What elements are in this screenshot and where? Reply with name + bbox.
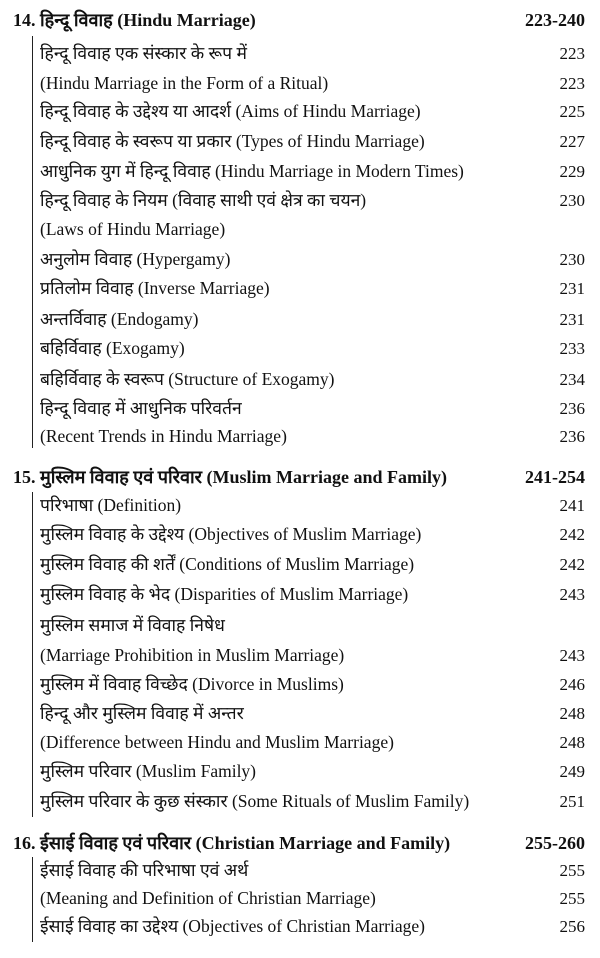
toc-entry-title: मुस्लिम में विवाह विच्छेद (Divorce in Muslims): [40, 674, 344, 694]
toc-entry: [40, 425, 585, 447]
toc-entry-page-number: 248: [559, 733, 585, 752]
toc-entry-page-number: 225: [559, 102, 585, 121]
toc-entry-title: हिन्दू विवाह एक संस्कार के रूप में: [40, 43, 247, 63]
toc-entry-title: आधुनिक युग में हिन्दू विवाह (Hindu Marriage in Modern Times): [40, 161, 464, 181]
toc-entry: [40, 887, 585, 909]
toc-entry-title: अनुलोम विवाह (Hypergamy): [40, 249, 231, 269]
toc-entry-page-number: 251: [559, 792, 585, 811]
toc-entry: [40, 218, 585, 240]
toc-entry-page-number: 248: [559, 704, 585, 723]
toc-entry-page-number: 231: [559, 279, 585, 298]
chapter-heading: [13, 8, 585, 32]
toc-entry: [40, 368, 585, 390]
toc-entry: [40, 614, 585, 636]
chapter-title: ईसाई विवाह एवं परिवार (Christian Marriage and Family): [40, 833, 451, 853]
toc-entry-title: मुस्लिम समाज में विवाह निषेध: [40, 615, 225, 635]
toc-entry: [40, 760, 585, 782]
toc-entry-page-number: 255: [559, 861, 585, 880]
toc-entry-title: बहिर्विवाह (Exogamy): [40, 338, 185, 358]
toc-entry-page-number: 236: [559, 399, 585, 418]
toc-entry: [40, 494, 585, 516]
chapter-title: मुस्लिम विवाह एवं परिवार (Muslim Marriage and Family): [40, 467, 447, 487]
toc-entry-title: हिन्दू विवाह के नियम (विवाह साथी एवं क्षेत्र का चयन): [40, 190, 367, 210]
toc-entry-page-number: 233: [559, 339, 585, 358]
toc-entry: [40, 42, 585, 64]
toc-entry: [40, 790, 585, 812]
toc-entry-page-number: 246: [559, 675, 585, 694]
toc-entry-title: हिन्दू विवाह के उद्देश्य या आदर्श (Aims of Hindu Marriage): [40, 101, 421, 121]
toc-entry-title: हिन्दू विवाह में आधुनिक परिवर्तन: [40, 398, 242, 418]
toc-entry-title: ईसाई विवाह की परिभाषा एवं अर्थ: [40, 860, 249, 880]
toc-entry: [40, 553, 585, 575]
toc-entry-page-number: 241: [559, 496, 585, 515]
toc-entry: [40, 523, 585, 545]
toc-entry: [40, 337, 585, 359]
toc-entry-title: मुस्लिम विवाह के भेद (Disparities of Muslim Marriage): [40, 584, 409, 604]
toc-entry-title: प्रतिलोम विवाह (Inverse Marriage): [40, 278, 270, 298]
toc-entry: [40, 702, 585, 724]
toc-entry-page-number: 231: [559, 310, 585, 329]
toc-entry: [40, 673, 585, 695]
toc-entry-page-number: 256: [559, 917, 585, 936]
toc-entry-page-number: 243: [559, 646, 585, 665]
toc-entry-title: ईसाई विवाह का उद्देश्य (Objectives of Christian Marriage): [40, 916, 425, 936]
toc-entry-title: (Meaning and Definition of Christian Marriage): [40, 888, 376, 908]
toc-entry: [40, 308, 585, 330]
chapter-title: हिन्दू विवाह (Hindu Marriage): [40, 10, 256, 30]
toc-entry: [40, 189, 585, 211]
toc-entry-page-number: 242: [559, 525, 585, 544]
toc-entry-title: बहिर्विवाह के स्वरूप (Structure of Exogamy): [40, 369, 335, 389]
toc-entry-title: मुस्लिम विवाह की शर्तें (Conditions of Muslim Marriage): [40, 554, 415, 574]
toc-entry-page-number: 243: [559, 585, 585, 604]
toc-entry-title: (Laws of Hindu Marriage): [40, 219, 226, 239]
toc-entry-title: मुस्लिम परिवार (Muslim Family): [40, 761, 257, 781]
toc-entry-title: (Hindu Marriage in the Form of a Ritual): [40, 73, 329, 93]
chapter-number: 16.: [13, 833, 36, 853]
toc-entry-page-number: 255: [559, 889, 585, 908]
toc-entry: [40, 644, 585, 666]
toc-entry-title: (Marriage Prohibition in Muslim Marriage): [40, 645, 345, 665]
chapter-page-range: 255-260: [525, 833, 585, 853]
toc-entry-page-number: 223: [559, 44, 585, 63]
toc-entry: [40, 130, 585, 152]
toc-entry-page-number: 242: [559, 555, 585, 574]
toc-entry-title: मुस्लिम विवाह के उद्देश्य (Objectives of Muslim Marriage): [40, 524, 422, 544]
toc-entry: [40, 583, 585, 605]
chapter-heading: [13, 465, 585, 489]
toc-entry-page-number: 230: [559, 250, 585, 269]
chapter-number: 15.: [13, 467, 36, 487]
chapter-heading: [13, 831, 585, 855]
toc-entry-title: (Difference between Hindu and Muslim Marriage): [40, 732, 394, 752]
toc-entry-page-number: 223: [559, 74, 585, 93]
toc-entry-page-number: 249: [559, 762, 585, 781]
toc-entry-title: अन्तर्विवाह (Endogamy): [40, 309, 199, 329]
toc-entry-page-number: 227: [559, 132, 585, 151]
toc-entry: [40, 859, 585, 881]
toc-entry: [40, 248, 585, 270]
chapter-number: 14.: [13, 10, 36, 30]
toc-entry: [40, 277, 585, 299]
section-divider-line: [32, 36, 33, 448]
toc-entry: [40, 397, 585, 419]
toc-entry-title: परिभाषा (Definition): [40, 495, 182, 515]
toc-entry-title: हिन्दू और मुस्लिम विवाह में अन्तर: [40, 703, 244, 723]
toc-entry-page-number: 234: [559, 370, 585, 389]
toc-entry: [40, 731, 585, 753]
toc-entry-page-number: 230: [559, 191, 585, 210]
section-divider-line: [32, 492, 33, 817]
toc-entry-title: (Recent Trends in Hindu Marriage): [40, 426, 287, 446]
toc-entry: [40, 72, 585, 94]
toc-entry: [40, 160, 585, 182]
chapter-page-range: 223-240: [525, 10, 585, 30]
toc-entry-page-number: 236: [559, 427, 585, 446]
section-divider-line: [32, 857, 33, 942]
toc-entry-title: हिन्दू विवाह के स्वरूप या प्रकार (Types of Hindu Marriage): [40, 131, 425, 151]
toc-entry: [40, 915, 585, 937]
chapter-page-range: 241-254: [525, 467, 585, 487]
toc-entry-page-number: 229: [559, 162, 585, 181]
toc-entry: [40, 100, 585, 122]
toc-entry-title: मुस्लिम परिवार के कुछ संस्कार (Some Rituals of Muslim Family): [40, 791, 470, 811]
